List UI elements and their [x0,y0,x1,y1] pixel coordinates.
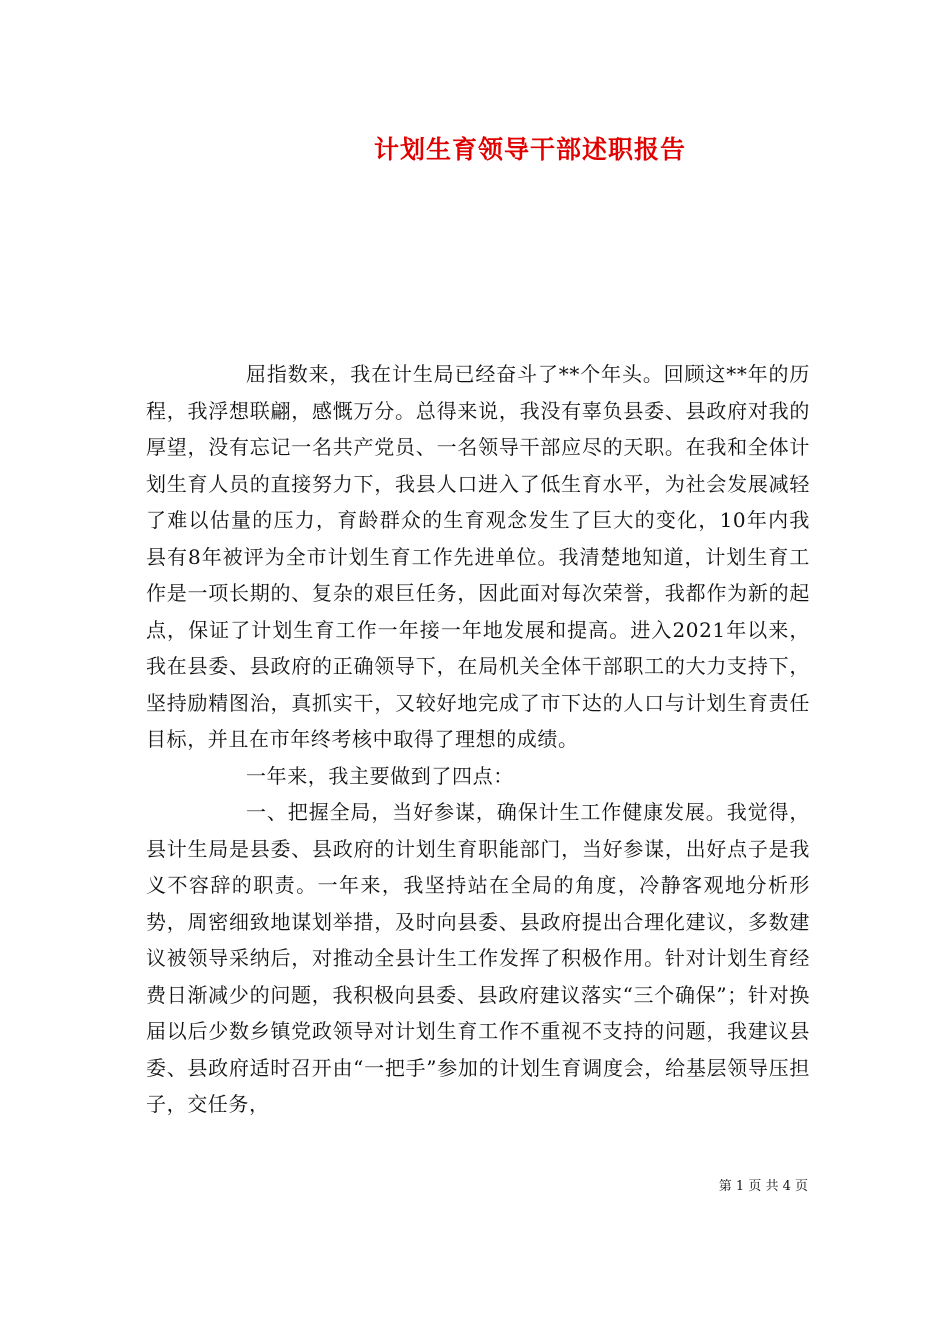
paragraph-summary: 一年来，我主要做到了四点： [246,763,514,788]
page-title: 计划生育领导干部述职报告 [373,135,686,164]
paragraph-intro: 屈指数来，我在计生局已经奋斗了**个年头。回顾这**年的历程，我浮想联翩，感慨万分。总得来说，我没有辜负县委、县政府对我的厚望，没有忘记一名共产党员、一名领导干部应尽的天职。在我和全体计划生育人员的直接努力下，我县人口进入了低生育水平，为社会发展减轻了难以估量的压力，育龄群众的生育观念发生了巨大的变化，10年内我县有8年被评为全市计划生育工作先进单位。我清楚地知道，计划生育工作是一项长期的、复杂的艰巨任务，因此面对每次荣誉，我都作为新的起点，保证了计划生育工作一年接一年地发展和提高。进入2021年以来，我在县委、县政府的正确领导下，在局机关全体干部职工的大力支持下，坚持励精图治，真抓实干，又较好地完成了市下达的人口与计划生育责任目标，并且在市年终考核中取得了理想的成绩。 [146,362,810,751]
page-number: 第 1 页 共 4 页 [718,1179,808,1194]
document-body [146,356,810,1123]
paragraph-point-one: 一、把握全局，当好参谋，确保计生工作健康发展。我觉得，县计生局是县委、县政府的计划生育职能部门，当好参谋，出好点子是我义不容辞的职责。一年来，我坚持站在全局的角度，冷静客观地分析形势，周密细致地谋划举措，及时向县委、县政府提出合理化建议，多数建议被领导采纳后，对推动全县计生工作发挥了积极作用。针对计划生育经费日渐减少的问题，我积极向县委、县政府建议落实“三个确保”；针对换届以后少数乡镇党政领导对计划生育工作不重视不支持的问题，我建议县委、县政府适时召开由“一把手”参加的计划生育调度会，给基层领导压担子，交任务， [146,800,810,1116]
